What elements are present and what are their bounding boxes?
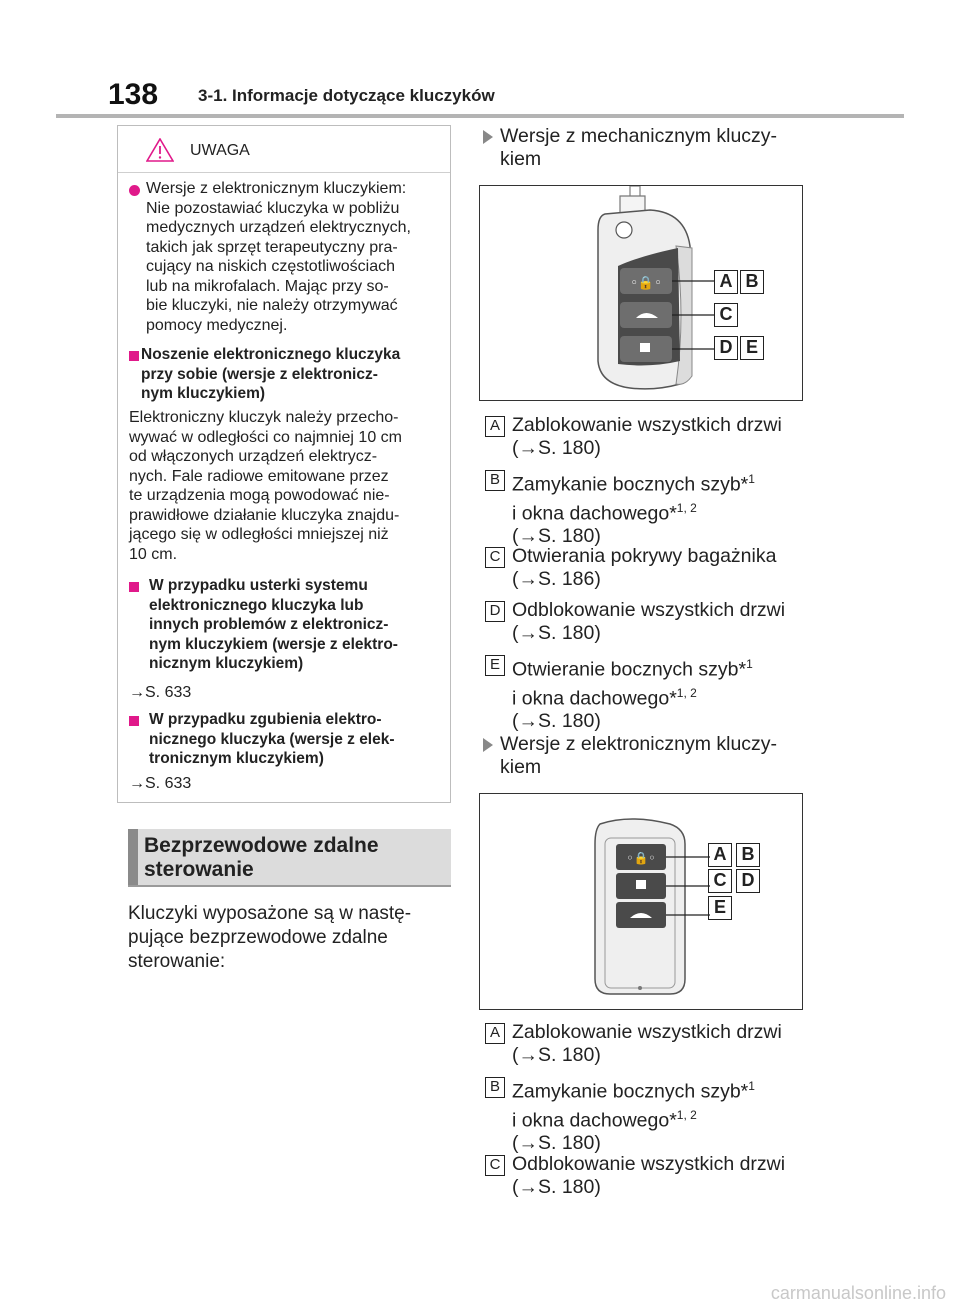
page-number: 138 [108,78,159,111]
text-line: bie kluczyki, nie należy otrzymywać [146,297,398,314]
text-line: lub na mikrofalach. Mając przy so- [146,277,389,295]
page-reference[interactable]: →S. 633 [129,775,192,792]
text-line: takich jak sprzęt terapeutyczny pra- [146,238,398,256]
text-line: i okna dachowego*$^{1, 2}$ [512,500,697,524]
text-line: Otwierania pokrywy bagażnika [512,545,777,567]
text-line: Wersje z elektronicznym kluczy- [500,733,778,755]
warning-header [118,126,450,173]
warning-bullet-1 [146,179,411,335]
text-line: i okna dachowego*$^{1, 2}$ [512,685,697,709]
text-line: nym kluczykiem) [141,385,266,402]
bullet-square [129,582,139,592]
bullet-square [129,716,139,726]
section-header-title: 3-1. Informacje dotyczące kluczyków [198,86,495,105]
text-line: medycznych urządzeń elektrycznych, [146,219,411,236]
item-letter-c: C [485,547,505,568]
figure-label-d: D [736,869,760,893]
bullet-dot [129,185,140,196]
item-letter-d: D [485,601,505,622]
text-line: nych. Fale radiowe emitowane przez [129,467,389,485]
elec-item-c [512,1153,785,1199]
triangle-bullet-icon [483,130,493,144]
section-heading-title [144,834,379,882]
figure-label-e: E [708,896,732,920]
item-letter-c: C [485,1155,505,1176]
text-line: W przypadku zgubienia elektro- [149,711,382,728]
header-divider [56,114,904,118]
text-line: Zamykanie bocznych szyb*$^1$ [512,472,755,496]
text-line: pujące bezprzewodowe zdalne [128,927,388,948]
figure-label-e: E [740,336,764,360]
mech-item-b [512,468,755,548]
electronic-key-figure [479,793,803,1010]
figure-label-c: C [708,869,732,893]
text-line: Kluczyki wyposażone są w nastę- [128,903,412,924]
text-line: wywać w odległości co najmniej 10 cm [129,428,402,446]
text-line: kiem [500,148,542,170]
warning-title: UWAGA [190,142,250,159]
mech-item-a [512,414,782,460]
svg-text:◦🔒◦: ◦🔒◦ [630,276,662,291]
text-line: Nie pozostawiać kluczyka w pobliżu [146,199,400,217]
section-heading-rule [128,885,451,887]
bullet-square [129,351,139,361]
page-reference[interactable]: (→S. 180) [512,1044,601,1066]
electronic-key-illustration [480,794,801,1008]
page-reference[interactable]: →S. 633 [129,684,192,701]
warning-paragraph-1 [129,408,402,564]
section-intro [128,902,448,974]
figure-label-a: A [708,843,732,867]
mechanical-key-figure [479,185,803,401]
text-line: sterowanie [144,858,254,881]
text-line: Wersje z mechanicznym kluczy- [500,125,778,147]
warning-subtitle-1 [141,345,400,404]
electronic-key-heading [500,733,777,779]
text-line: Zamykanie bocznych szyb*$^1$ [512,1079,755,1103]
page-reference[interactable]: (→S. 180) [512,1176,601,1198]
mech-item-e [512,653,753,733]
text-line: i okna dachowego*$^{1, 2}$ [512,1107,697,1131]
triangle-bullet-icon [483,738,493,752]
text-line: W przypadku usterki systemu [149,577,368,594]
text-line: Bezprzewodowe zdalne [144,834,379,857]
text-line: Wersje z elektronicznym kluczykiem: [146,180,407,197]
page-reference[interactable]: (→S. 180) [512,710,601,732]
text-line: innych problemów z elektronicz- [149,616,389,633]
warning-triangle-icon [146,138,174,162]
warning-subtitle-3 [149,710,395,769]
elec-item-a [512,1021,782,1067]
figure-label-d: D [714,336,738,360]
text-line: prawidłowe działanie kluczyka znajdu- [129,506,400,524]
item-letter-a: A [485,1023,505,1044]
text-line: Noszenie elektronicznego kluczyka [141,346,401,363]
text-line: kiem [500,756,542,778]
figure-label-c: C [714,303,738,327]
text-line: sterowanie: [128,951,226,972]
text-line: te urządzenia mogą powodować nie- [129,487,390,504]
item-letter-e: E [485,655,505,676]
figure-label-b: B [740,270,764,294]
warning-subtitle-2 [149,576,398,674]
text-line: nicznego kluczyka (wersje z elek- [149,730,395,748]
text-line: jącego się w odległości mniejszej niż [129,526,389,543]
text-line: Odblokowanie wszystkich drzwi [512,1153,786,1175]
page-reference[interactable]: (→S. 180) [512,525,601,547]
page-reference[interactable]: (→S. 180) [512,1132,601,1154]
text-line: przy sobie (wersje z elektronicz- [141,365,378,383]
text-line: nym kluczykiem (wersje z elektro- [149,635,398,653]
item-letter-b: B [485,1077,505,1098]
text-line: Zablokowanie wszystkich drzwi [512,414,782,436]
figure-label-a: A [714,270,738,294]
item-letter-b: B [485,470,505,491]
text-line: pomocy medycznej. [146,316,288,334]
text-line: nicznym kluczykiem) [149,655,304,672]
elec-item-b [512,1075,755,1155]
mech-item-d [512,599,785,645]
page-reference[interactable]: (→S. 186) [512,568,601,590]
item-letter-a: A [485,416,505,437]
text-line: tronicznym kluczykiem) [149,750,324,767]
text-line: Odblokowanie wszystkich drzwi [512,599,786,621]
text-line: od włączonych urządzeń elektrycz- [129,448,378,465]
watermark: carmanualsonline.info [770,1283,946,1303]
warning-box [117,125,451,803]
mechanical-key-heading [500,125,777,171]
text-line: Elektroniczny kluczyk należy przecho- [129,409,399,426]
text-line: Otwieranie bocznych szyb*$^1$ [512,657,753,681]
text-line: Zablokowanie wszystkich drzwi [512,1021,782,1043]
page-reference[interactable]: (→S. 180) [512,437,601,459]
mech-item-c [512,545,776,591]
text-line: 10 cm. [129,545,178,563]
svg-text:◦🔒◦: ◦🔒◦ [626,851,656,865]
text-line: elektronicznego kluczyka lub [149,596,364,614]
text-line: cujący na niskich częstotliwościach [146,258,395,275]
page-reference[interactable]: (→S. 180) [512,622,601,644]
figure-label-b: B [736,843,760,867]
